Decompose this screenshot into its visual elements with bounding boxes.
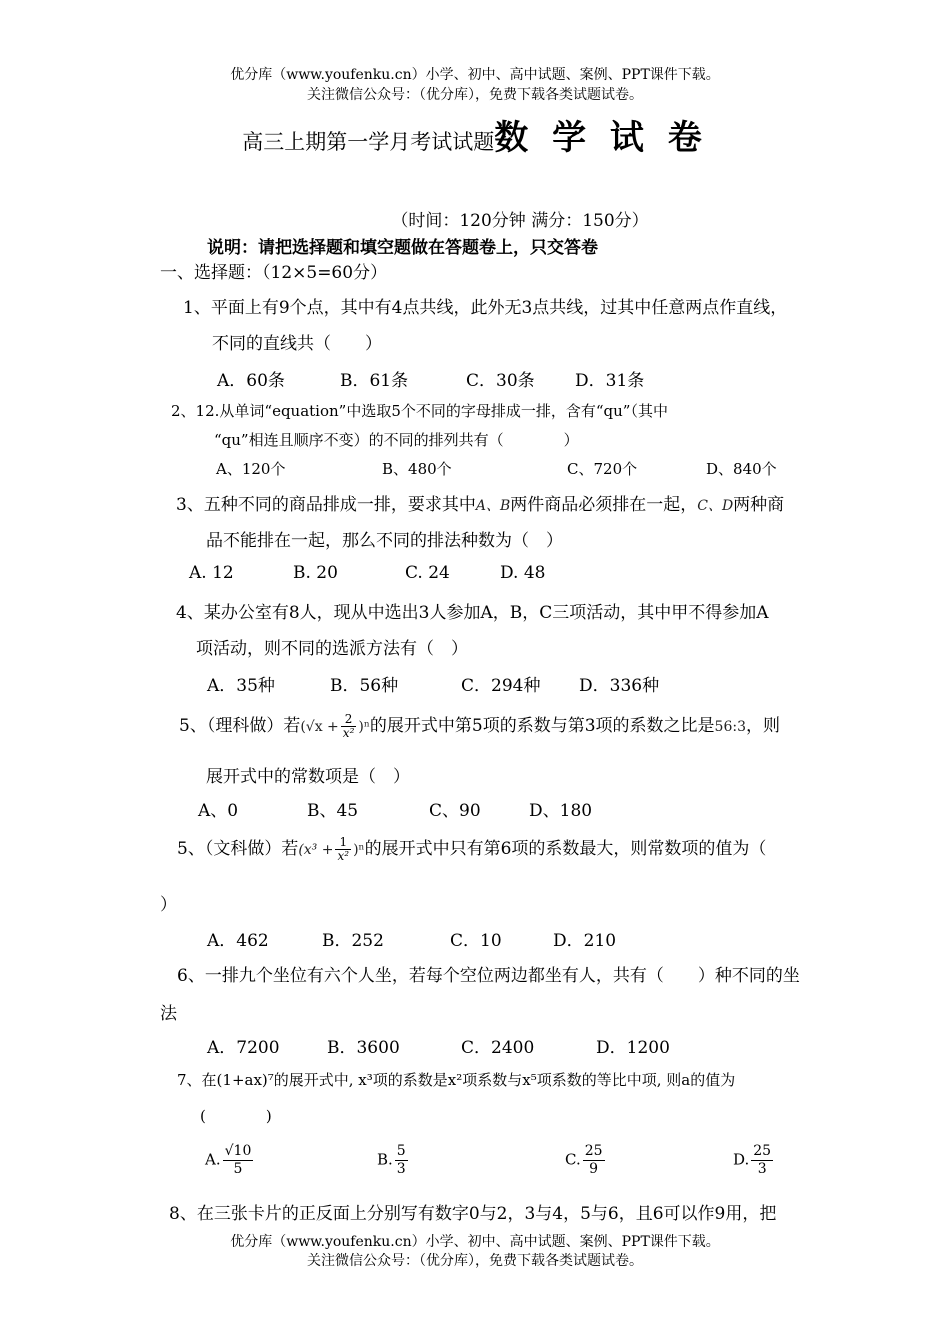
q7-option-c-frac xyxy=(583,1143,605,1178)
q2-option-b: B、480个 xyxy=(382,460,452,478)
q5b-frac-den: x² xyxy=(337,849,350,863)
title-main: 数 学 试 卷 xyxy=(494,118,708,158)
q7-option-a-num: √10 xyxy=(224,1143,252,1159)
q5a-expr-close: )ⁿ xyxy=(358,719,370,735)
q5a-expr-open: (√x + xyxy=(300,719,339,735)
title-prefix: 高三上期第一学月考试试题 xyxy=(242,130,495,154)
q3-option-a: A. 12 xyxy=(189,563,234,583)
q3-option-c: C. 24 xyxy=(405,563,450,583)
footer-line-1: 优分库（www.youfenku.cn）小学、初中、高中试题、案例、PPT课件下载。 xyxy=(230,1234,720,1250)
q8-line1: 8、在三张卡片的正反面上分别写有数字0与2，3与4，5与6，且6可以作9用，把 xyxy=(169,1204,777,1224)
header-line-1: 优分库（www.youfenku.cn）小学、初中、高中试题、案例、PPT课件下载。 xyxy=(230,67,720,83)
q5a-suffix-b: ，则 xyxy=(746,716,780,736)
q5a-option-a: A、0 xyxy=(198,801,239,821)
q5a-fraction xyxy=(341,713,357,740)
q3-ab: A、B xyxy=(475,498,511,514)
q6-line2: 法 xyxy=(160,1004,177,1024)
section-heading: 一、选择题：（12×5=60分） xyxy=(160,263,388,283)
q4-line2: 项活动，则不同的选派方法有（ ） xyxy=(196,639,468,659)
q3-text-b: 两件商品必须排在一起， xyxy=(510,495,698,515)
q4-line1: 4、某办公室有8人，现从中选出3人参加A，B，C三项活动，其中甲不得参加A xyxy=(176,603,769,623)
q7-option-c xyxy=(565,1143,607,1178)
q7-option-a-den: 5 xyxy=(233,1161,243,1177)
q4-option-c: C．294种 xyxy=(461,676,541,696)
q6-line1: 6、一排九个坐位有六个人坐，若每个空位两边都坐有人，共有（ ）种不同的坐 xyxy=(177,966,800,986)
q7-option-b-num: 5 xyxy=(396,1143,406,1159)
q3-option-d: D. 48 xyxy=(500,563,546,583)
q5a-frac-num: 2 xyxy=(341,713,357,727)
instruction: 说明：请把选择题和填空题做在答题卷上，只交答卷 xyxy=(207,238,598,258)
q4-option-a: A．35种 xyxy=(207,676,275,696)
q2-option-c: C、720个 xyxy=(567,460,638,478)
q6-option-b: B．3600 xyxy=(327,1038,400,1058)
header-line-2: 关注微信公众号：（优分库），免费下载各类试题试卷。 xyxy=(307,87,643,103)
q5b-suffix: 的展开式中只有第6项的系数最大，则常数项的值为（ xyxy=(364,839,767,859)
q7-option-b xyxy=(377,1143,410,1178)
q5a-option-d: D、180 xyxy=(529,801,593,821)
q7-option-a-frac xyxy=(223,1143,254,1178)
q1-option-b: B．61条 xyxy=(340,371,409,391)
q2-line1: 2、12.从单词“equation”中选取5个不同的字母排成一排，含有“qu”（其中 xyxy=(171,402,668,420)
q5a-line2: 展开式中的常数项是（ ） xyxy=(206,767,410,787)
q7-option-a xyxy=(205,1143,255,1178)
q2-line2: “qu”相连且顺序不变）的不同的排列共有（ ） xyxy=(214,431,579,449)
q5a-frac-den: x² xyxy=(342,726,355,740)
q7-option-d-num: 25 xyxy=(753,1143,772,1159)
q3-line2: 品不能排在一起，那么不同的排法种数为（ ） xyxy=(206,531,563,551)
q2-option-d: D、840个 xyxy=(706,460,777,478)
q5b-expr-close: )ⁿ xyxy=(353,842,365,858)
q1-line1: 1、平面上有9个点，其中有4点共线，此外无3点共线，过其中任意两点作直线， xyxy=(183,298,788,318)
q3-text-a: 3、五种不同的商品排成一排，要求其中 xyxy=(176,495,476,515)
q5b-fraction xyxy=(335,836,351,863)
q7-option-b-den: 3 xyxy=(396,1161,406,1177)
q3-option-b: B. 20 xyxy=(293,563,338,583)
q5b-option-d: D．210 xyxy=(553,931,617,951)
q7-option-c-label: C. xyxy=(565,1150,581,1169)
q5b-option-c: C．10 xyxy=(450,931,502,951)
q7-option-d xyxy=(733,1143,775,1178)
q5a-ratio: 56:3 xyxy=(714,719,746,735)
q7-line1: 7、在(1+ax)⁷的展开式中, x³项的系数是x²项系数与x⁵项系数的等比中项, 则a的值为 xyxy=(177,1071,736,1089)
q1-option-c: C．30条 xyxy=(466,371,535,391)
q5b-option-a: A．462 xyxy=(207,931,269,951)
q1-option-a: A．60条 xyxy=(217,371,285,391)
q5a-line1 xyxy=(179,706,780,747)
q5a-suffix-a: 的展开式中第5项的系数与第3项的系数之比是 xyxy=(369,716,715,736)
q5b-option-b: B．252 xyxy=(322,931,384,951)
q6-option-d: D．1200 xyxy=(596,1038,670,1058)
time-score: （时间：120分钟 满分：150分） xyxy=(391,211,649,231)
q5b-frac-num: 1 xyxy=(335,836,351,850)
q7-option-d-frac xyxy=(751,1143,773,1178)
footer-line-2: 关注微信公众号：（优分库），免费下载各类试题试卷。 xyxy=(307,1253,643,1269)
q5a-option-b: B、45 xyxy=(307,801,359,821)
q5b-line1 xyxy=(177,829,766,870)
q3-line1 xyxy=(176,490,784,515)
q4-option-b: B．56种 xyxy=(330,676,399,696)
q1-line2: 不同的直线共（ ） xyxy=(212,334,382,354)
q7-option-c-num: 25 xyxy=(584,1143,603,1159)
q1-option-d: D．31条 xyxy=(575,371,645,391)
q3-cd: C、D xyxy=(697,498,734,514)
q7-option-c-den: 9 xyxy=(589,1161,599,1177)
page-title xyxy=(0,110,950,159)
q5b-prefix: 5、（文科做）若 xyxy=(177,839,299,859)
q7-option-b-frac xyxy=(395,1143,408,1178)
q6-option-a: A．7200 xyxy=(207,1038,280,1058)
q7-line2: ( ) xyxy=(200,1107,272,1125)
q7-option-d-den: 3 xyxy=(757,1161,767,1177)
q2-option-a: A、120个 xyxy=(216,460,286,478)
q7-option-b-label: B. xyxy=(377,1150,393,1169)
q5b-line2: ） xyxy=(160,895,177,915)
q5a-prefix: 5、（理科做）若 xyxy=(179,716,301,736)
q5a-option-c: C、90 xyxy=(429,801,481,821)
q6-option-c: C．2400 xyxy=(461,1038,535,1058)
q4-option-d: D．336种 xyxy=(579,676,660,696)
q7-option-d-label: D. xyxy=(733,1150,750,1169)
q5b-expr-open: (x³ + xyxy=(298,842,334,858)
q7-option-a-label: A. xyxy=(205,1150,221,1169)
q3-text-c: 两种商 xyxy=(733,495,785,515)
